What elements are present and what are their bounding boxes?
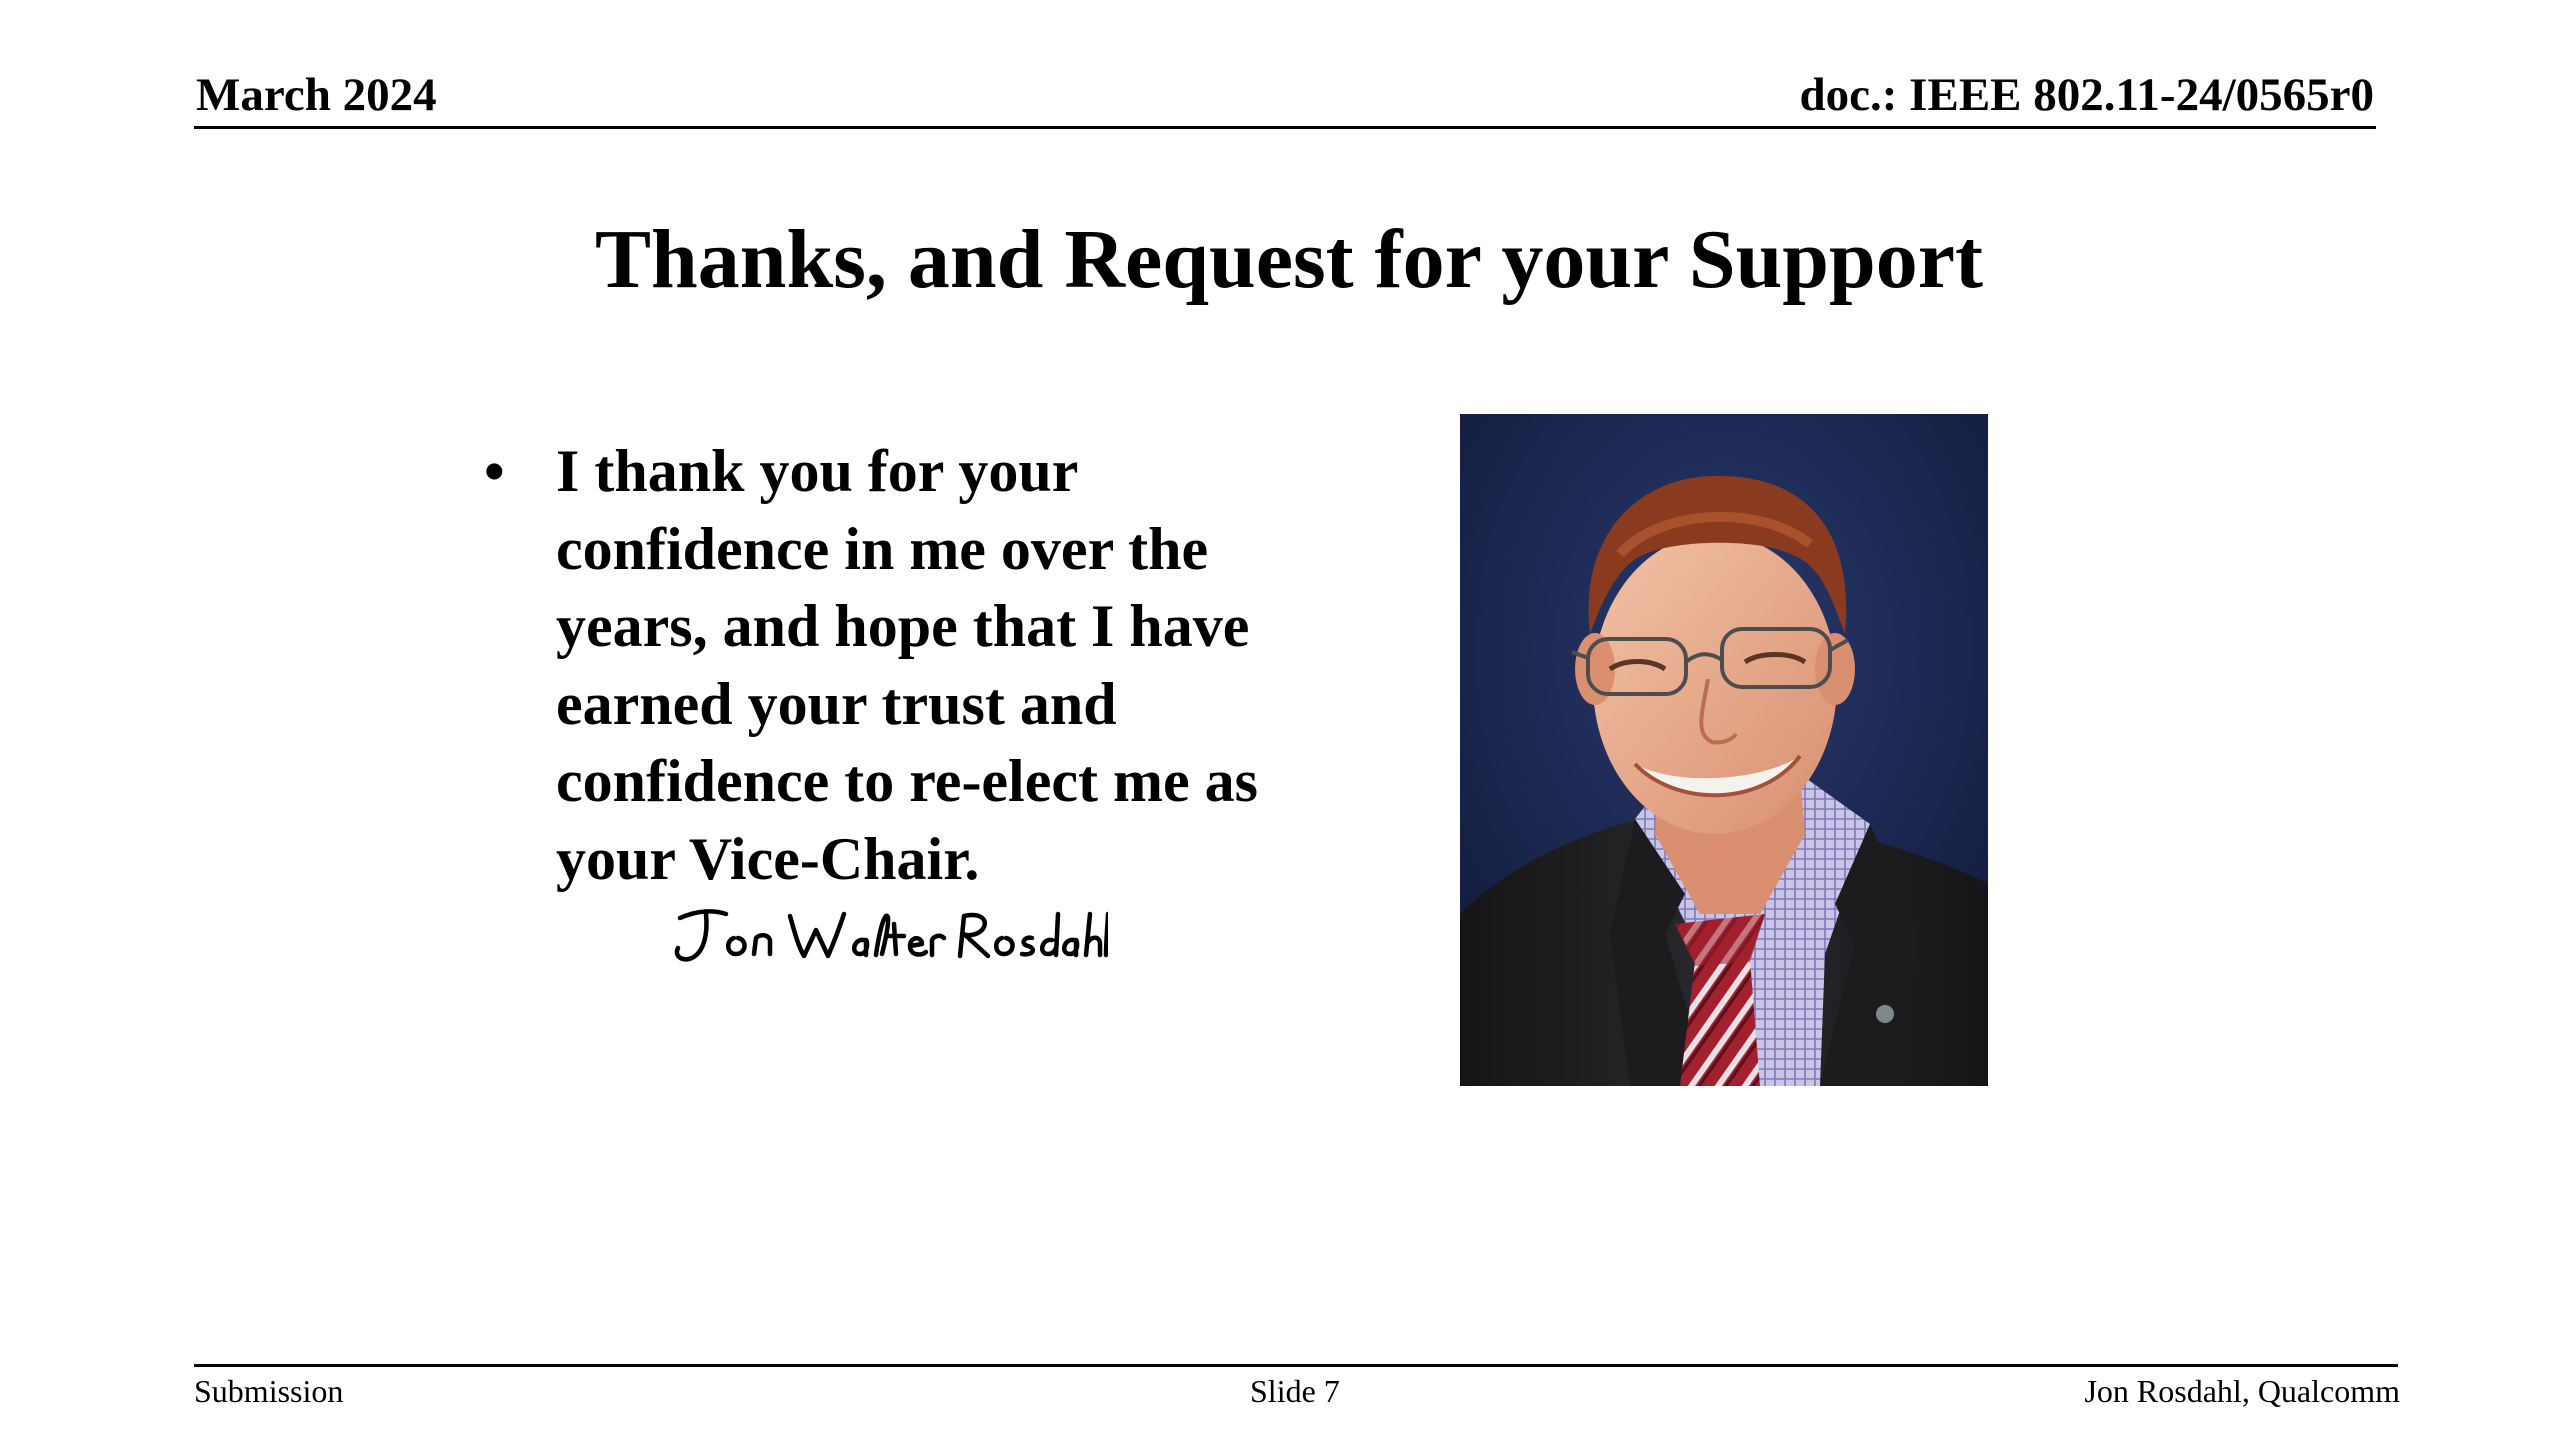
- footer-submission: Submission: [194, 1373, 344, 1409]
- footer-divider: [194, 1364, 2398, 1367]
- signature-image: [668, 900, 1108, 970]
- bullet-marker: •: [484, 438, 505, 504]
- portrait-photo: [1460, 414, 1988, 1086]
- bullet-text: I thank you for your confidence in me over the years, and hope that I have earned your trust and confidence to re-elect me as your Vice-Chair.: [556, 438, 1258, 892]
- header-date: March 2024: [196, 69, 437, 121]
- header-doc-id: doc.: IEEE 802.11-24/0565r0: [1799, 69, 2374, 121]
- footer-slide-number: Slide 7: [1250, 1373, 1340, 1409]
- slide-title: Thanks, and Request for your Support: [595, 213, 1983, 306]
- header-divider: [194, 126, 2376, 129]
- footer-author: Jon Rosdahl, Qualcomm: [2084, 1373, 2400, 1409]
